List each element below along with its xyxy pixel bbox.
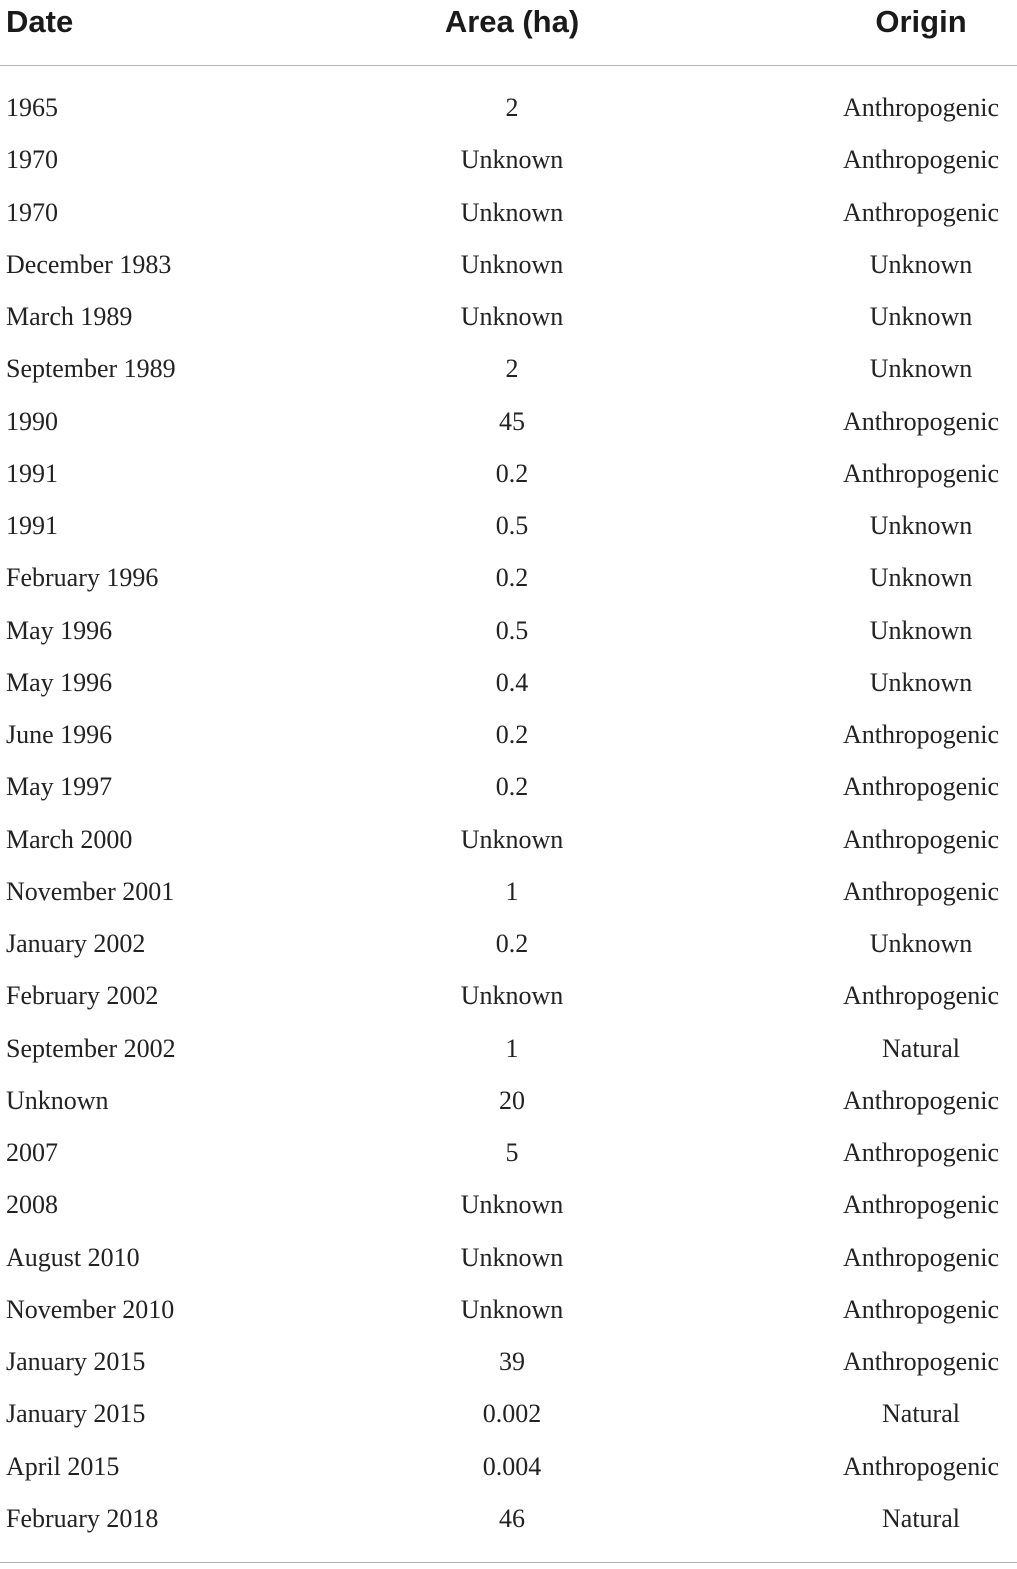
cell-area: 0.2	[495, 563, 529, 593]
cell-area: Unknown	[460, 145, 564, 175]
cell-area: 0.2	[495, 720, 529, 749]
cell-origin: Anthropogenic	[843, 1190, 999, 1220]
cell-origin: Unknown	[869, 929, 973, 958]
table-row	[0, 396, 1017, 448]
cell-date: May 1997	[6, 772, 113, 802]
table-row	[0, 343, 1017, 395]
cell-origin: Natural	[882, 1399, 960, 1429]
cell-date: 2008	[6, 1190, 58, 1220]
cell-area: Unknown	[460, 249, 564, 279]
cell-date: 2007	[6, 1138, 58, 1167]
cell-origin: Anthropogenic	[843, 1347, 999, 1376]
cell-area: 0.5	[495, 511, 529, 540]
cell-origin: Anthropogenic	[843, 824, 999, 854]
cell-origin: Unknown	[869, 615, 973, 645]
cell-date: January 2002	[6, 929, 146, 958]
cell-date: August 2010	[6, 1242, 140, 1272]
cell-area: 2	[505, 354, 519, 384]
cell-origin: Anthropogenic	[843, 458, 999, 488]
table-row	[0, 1284, 1017, 1336]
cell-date: Unknown	[6, 1085, 109, 1115]
header-origin: Origin	[875, 4, 967, 39]
cell-origin: Unknown	[869, 563, 973, 593]
table-row	[0, 134, 1017, 186]
cell-area: 0.002	[482, 1399, 542, 1429]
cell-area: Unknown	[460, 1190, 564, 1220]
cell-date: 1991	[6, 511, 58, 540]
table-row	[0, 1441, 1017, 1493]
table-row	[0, 970, 1017, 1022]
table-row	[0, 814, 1017, 866]
cell-origin: Unknown	[869, 667, 973, 697]
cell-area: Unknown	[460, 824, 564, 854]
cell-date: January 2015	[6, 1347, 146, 1376]
header-area: Area (ha)	[444, 4, 580, 39]
cell-date: November 2001	[6, 876, 175, 906]
cell-origin: Natural	[882, 1503, 960, 1533]
table-row	[0, 918, 1017, 970]
cell-area: 45	[499, 406, 525, 436]
cell-area: 0.2	[495, 772, 529, 802]
cell-date: December 1983	[6, 249, 172, 279]
cell-origin: Anthropogenic	[843, 1242, 999, 1272]
table-row	[0, 1179, 1017, 1231]
cell-origin: Anthropogenic	[843, 876, 999, 906]
table-row	[0, 866, 1017, 918]
table-row	[0, 552, 1017, 604]
cell-origin: Anthropogenic	[843, 1138, 999, 1167]
cell-origin: Anthropogenic	[843, 720, 999, 749]
table-row	[0, 1232, 1017, 1284]
table-row	[0, 82, 1017, 134]
cell-date: September 1989	[6, 354, 176, 384]
table-row	[0, 657, 1017, 709]
cell-date: June 1996	[6, 720, 113, 749]
cell-origin: Anthropogenic	[843, 981, 999, 1011]
cell-area: 46	[499, 1503, 525, 1533]
cell-date: February 2002	[6, 981, 159, 1011]
cell-date: 1970	[6, 145, 58, 175]
table-row	[0, 239, 1017, 291]
cell-date: September 2002	[6, 1033, 176, 1063]
cell-origin: Unknown	[869, 354, 973, 384]
cell-area: Unknown	[460, 1242, 564, 1272]
cell-area: 1	[505, 1033, 519, 1063]
cell-date: 1991	[6, 458, 58, 488]
cell-date: February 2018	[6, 1503, 159, 1533]
cell-area: Unknown	[460, 197, 564, 227]
cell-origin: Anthropogenic	[843, 93, 999, 122]
cell-date: March 1989	[6, 302, 133, 331]
table-row	[0, 187, 1017, 239]
table-row	[0, 761, 1017, 813]
table-row	[0, 448, 1017, 500]
cell-origin: Anthropogenic	[843, 406, 999, 436]
cell-date: 1965	[6, 93, 58, 122]
table-header-row	[0, 0, 1017, 66]
cell-area: 0.2	[495, 929, 529, 958]
cell-date: May 1996	[6, 667, 113, 697]
table-row	[0, 1075, 1017, 1127]
cell-date: January 2015	[6, 1399, 146, 1429]
cell-origin: Natural	[882, 1033, 960, 1063]
cell-date: April 2015	[6, 1451, 120, 1481]
cell-date: 1970	[6, 197, 58, 227]
cell-area: 0.004	[482, 1451, 542, 1481]
cell-date: November 2010	[6, 1294, 175, 1324]
cell-area: Unknown	[460, 981, 564, 1011]
table-row	[0, 1388, 1017, 1440]
cell-area: 1	[505, 876, 519, 906]
cell-origin: Unknown	[869, 302, 973, 331]
cell-area: 0.5	[495, 615, 529, 645]
cell-area: 39	[499, 1347, 525, 1376]
cell-date: February 1996	[6, 563, 159, 593]
table-row	[0, 1493, 1017, 1545]
table-body	[0, 82, 1017, 1545]
table-row	[0, 1127, 1017, 1179]
cell-date: March 2000	[6, 824, 133, 854]
cell-origin: Unknown	[869, 511, 973, 540]
header-date: Date	[6, 4, 74, 39]
cell-date: 1990	[6, 406, 58, 436]
cell-origin: Anthropogenic	[843, 1085, 999, 1115]
cell-origin: Anthropogenic	[843, 197, 999, 227]
cell-area: 0.2	[495, 458, 529, 488]
cell-area: 5	[505, 1138, 519, 1167]
cell-origin: Unknown	[869, 249, 973, 279]
table-row	[0, 500, 1017, 552]
cell-origin: Anthropogenic	[843, 1294, 999, 1324]
table-row	[0, 605, 1017, 657]
cell-area: Unknown	[460, 1294, 564, 1324]
cell-origin: Anthropogenic	[843, 1451, 999, 1481]
table-row	[0, 1336, 1017, 1388]
cell-area: 0.4	[495, 667, 529, 697]
cell-origin: Anthropogenic	[843, 145, 999, 175]
table-row	[0, 709, 1017, 761]
table-bottom-rule	[0, 1562, 1017, 1563]
cell-area: 2	[505, 93, 519, 122]
cell-origin: Anthropogenic	[843, 772, 999, 802]
table-row	[0, 291, 1017, 343]
table-row	[0, 1023, 1017, 1075]
cell-date: May 1996	[6, 615, 113, 645]
cell-area: 20	[499, 1085, 525, 1115]
cell-area: Unknown	[460, 302, 564, 331]
